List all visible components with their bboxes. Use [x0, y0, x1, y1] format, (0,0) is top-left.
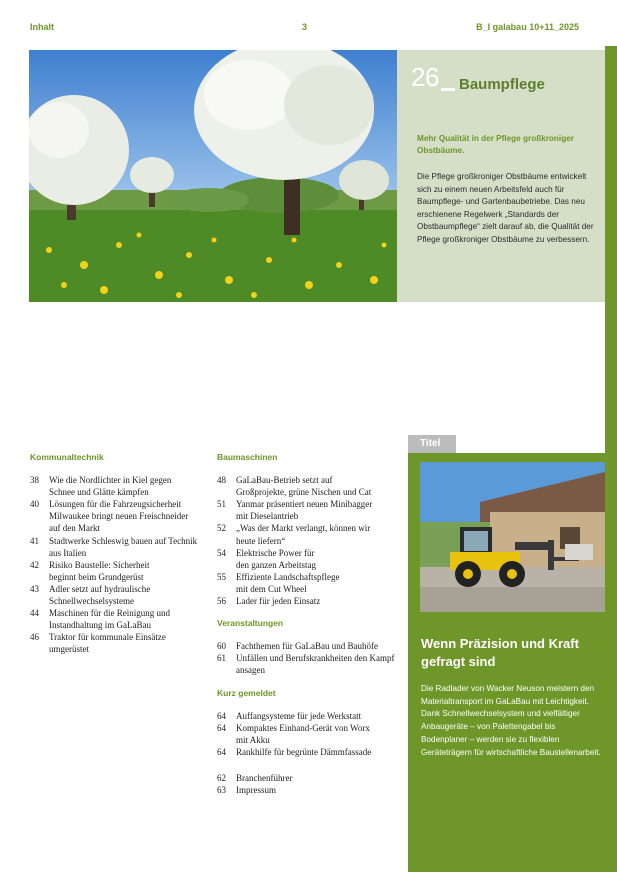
toc-line: aus Italien — [49, 547, 87, 558]
toc-entry[interactable] — [217, 522, 402, 546]
toc-line: Traktor für kommunale Einsätze — [49, 632, 166, 643]
toc-page: 38 — [30, 475, 39, 486]
toc-page: 48 — [217, 475, 226, 486]
toc-entry[interactable] — [217, 652, 402, 676]
toc-line: umgerüstet — [49, 644, 89, 655]
toc-page: 63 — [217, 785, 226, 796]
titel-panel — [408, 453, 605, 872]
toc-line: Lader für jeden Einsatz — [236, 596, 321, 607]
feature-subtitle: Mehr Qualität in der Pflege großkroniger Obstbäume. — [417, 134, 574, 155]
toc-line: mit Akku — [236, 734, 270, 745]
toc-page: 52 — [217, 523, 226, 534]
toc-right-column — [217, 451, 402, 796]
toc-entry[interactable] — [30, 607, 210, 631]
toc-line: Wie die Nordlichter in Kiel gegen — [49, 475, 172, 486]
toc-page: 56 — [217, 596, 226, 607]
toc-entry[interactable] — [30, 474, 210, 498]
side-bar-gap — [605, 0, 617, 46]
toc-page: 51 — [217, 499, 226, 510]
toc-line: heute liefern“ — [236, 535, 286, 546]
toc-entry[interactable] — [217, 474, 402, 498]
toc-entry[interactable] — [217, 595, 402, 607]
toc-line: Maschinen für die Reinigung und — [49, 608, 170, 619]
toc-page: 44 — [30, 608, 39, 619]
toc-entry[interactable] — [217, 772, 402, 784]
toc-page: 42 — [30, 559, 39, 570]
toc-line: Rankhilfe für begrünte Dämmfassade — [236, 746, 372, 757]
toc-line: mit Dieselantrieb — [236, 511, 299, 522]
toc-entry[interactable] — [217, 784, 402, 796]
toc-page: 41 — [30, 535, 39, 546]
toc-line: ansagen — [236, 665, 265, 676]
feature-underscore — [441, 88, 455, 91]
toc-line: auf den Markt — [49, 523, 100, 534]
feature-title: Baumpflege — [459, 76, 545, 93]
titel-body: Die Radlader von Wacker Neuson meistern den Materialtransport im GaLaBau mit Leichtigkeit. Dank Schnellwechselsystem und vielfältiger Anbaugeräte – von Palettengabel bis Bodenplaner – werden sie zu flexiblen Geräteträgern für wirtschaftliche Baustellenarbeit. — [421, 684, 601, 757]
magazine-issue: B_I galabau 10+11_2025 — [476, 22, 579, 32]
toc-line: den ganzen Arbeitstag — [236, 559, 316, 570]
toc-line: Fachthemen für GaLaBau und Bauhöfe — [236, 641, 378, 652]
toc-line: Milwaukee bringt neuen Freischneider — [49, 511, 189, 522]
toc-line: Elektrische Power für — [236, 547, 315, 558]
toc-line: Großprojekte, grüne Nischen und Cat — [236, 487, 372, 498]
toc-line: beginnt beim Grundgerüst — [49, 571, 144, 582]
toc-page: 60 — [217, 641, 226, 652]
toc-line: Adler setzt auf hydraulische — [49, 583, 151, 594]
toc-entry[interactable] — [217, 547, 402, 571]
toc-line: Yanmar präsentiert neuen Minibagger — [236, 499, 373, 510]
toc-line: Unfällen und Berufskrankheiten den Kampf — [236, 653, 395, 664]
toc-entry[interactable] — [217, 710, 402, 722]
toc-line: „Was der Markt verlangt, können wir — [236, 523, 371, 534]
page-header — [0, 0, 605, 44]
feature-page-number: 26 — [411, 62, 439, 92]
toc-line: Lösungen für die Fahrzeugsicherheit — [49, 499, 182, 510]
toc-page: 64 — [217, 722, 226, 733]
toc-page: 46 — [30, 632, 39, 643]
toc-entry[interactable] — [217, 571, 402, 595]
toc-line: Kompaktes Einhand-Gerät von Worx — [236, 722, 370, 733]
wheel-loader-illustration — [420, 462, 605, 612]
toc-entry[interactable] — [30, 498, 210, 534]
toc-page: 64 — [217, 710, 226, 721]
toc-line: Auffangsysteme für jede Werkstatt — [236, 710, 362, 721]
toc-page: 62 — [217, 772, 226, 783]
titel-headline: Wenn Präzision und Kraft gefragt sind — [421, 636, 579, 669]
orchard-photo — [29, 50, 397, 302]
page-number: 3 — [302, 22, 308, 32]
toc-heading-kommunaltechnik: Kommunaltechnik — [30, 452, 104, 462]
toc-page: 43 — [30, 583, 39, 594]
section-label: Inhalt — [30, 22, 54, 32]
toc-line: Branchenführer — [236, 772, 293, 783]
toc-line: Risiko Baustelle: Sicherheit — [49, 559, 150, 570]
toc-entry[interactable] — [217, 498, 402, 522]
toc-left-column — [30, 451, 210, 656]
toc-entry[interactable] — [217, 722, 402, 746]
toc-line: Instandhaltung im GaLaBau — [49, 620, 151, 631]
green-side-bar — [605, 0, 617, 872]
toc-line: GaLaBau-Betrieb setzt auf — [236, 475, 333, 486]
toc-page: 40 — [30, 499, 39, 510]
feature-body: Die Pflege großkroniger Obstbäume entwickelt sich zu einem neuen Arbeitsfeld auch für Baumpflege- und Gartenbaubetriebe. Das neu erschienene Regelwerk „Standards der Obstbaumpflege“ zielt darauf ab, die Qualität der Pflege großkroniger Obstbäume zu verbessern. — [417, 172, 594, 244]
titel-tab — [408, 435, 456, 453]
toc-heading-kurz-gemeldet: Kurz gemeldet — [217, 687, 276, 698]
toc-page: 61 — [217, 653, 226, 664]
toc-page: 64 — [217, 746, 226, 757]
toc-line: Effiziente Landschaftspflege — [236, 571, 340, 582]
toc-page: 55 — [217, 571, 226, 582]
titel-tab-label: Titel — [420, 438, 441, 449]
toc-entry[interactable] — [30, 583, 210, 607]
toc-page: 54 — [217, 547, 226, 558]
toc-entry[interactable] — [30, 559, 210, 583]
feature-panel — [397, 50, 605, 302]
wheel-loader-photo — [420, 462, 605, 612]
toc-entry[interactable] — [30, 631, 210, 655]
toc-entry[interactable] — [217, 640, 402, 652]
toc-line: mit dem Cut Wheel — [236, 583, 307, 594]
toc-line: Stadtwerke Schleswig bauen auf Technik — [49, 535, 198, 546]
toc-entry[interactable] — [217, 746, 402, 758]
toc-line: Schnellwechselsysteme — [49, 596, 134, 607]
toc-entry[interactable] — [30, 535, 210, 559]
toc-line: Schnee und Glätte kämpfen — [49, 487, 149, 498]
toc-heading-baumaschinen: Baumaschinen — [217, 452, 278, 462]
orchard-illustration — [29, 50, 397, 302]
toc-line: Impressum — [236, 785, 276, 796]
toc-heading-veranstaltungen: Veranstaltungen — [217, 618, 284, 629]
